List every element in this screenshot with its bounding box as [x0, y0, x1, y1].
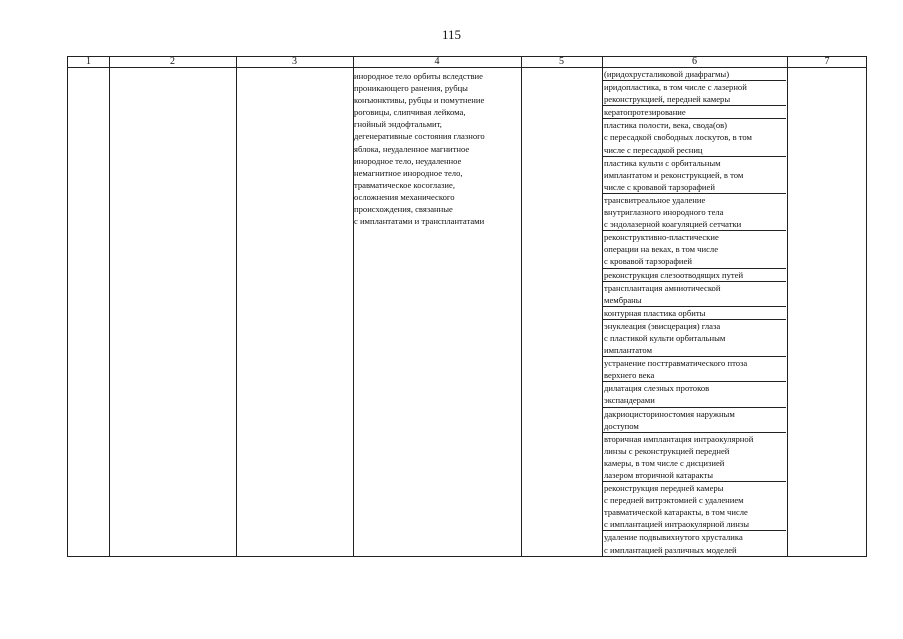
procedure-item: устранение посттравматического птоза верхнего века	[603, 357, 786, 382]
procedure-item: дилатация слезных протоков экспандерами	[603, 382, 786, 407]
procedure-item: энуклеация (эвисцерация) глаза с пластикой культи орбитальным имплантатом	[603, 320, 786, 357]
header-col-5: 5	[559, 56, 564, 67]
page-number: 115	[441, 27, 462, 42]
procedure-item: (иридохрусталиковой диафрагмы)	[603, 68, 786, 81]
header-col-6: 6	[692, 56, 697, 67]
column-divider	[109, 57, 110, 556]
diagnosis-cell: инородное тело орбиты вследствие проникающего ранения, рубцы конъюнктивы, рубцы и помутнение роговицы, слипчивая лейкома, гнойный эндофтальмит, дегенеративные состояния глазного яблока, неудаленное магнитное инородное тело, неудаленное немагнитное инородное тело, травматическое косоглазие, осложнения механического происхождения, связанные с имплантатами и трансплантатами	[354, 71, 485, 227]
procedure-item: реконструктивно-пластические операции на веках, в том числе с кровавой тарзорафией	[603, 231, 786, 268]
header-col-7: 7	[824, 56, 830, 67]
header-col-3: 3	[292, 56, 297, 67]
procedure-item: иридопластика, в том числе с лазерной реконструкцией, передней камеры	[603, 81, 786, 106]
procedure-item: пластика полости, века, свода(ов) с пересадкой свободных лоскутов, в том числе с пересадкой ресниц	[603, 119, 786, 156]
column-divider	[521, 57, 522, 556]
procedure-item: реконструкция слезоотводящих путей	[603, 269, 786, 282]
procedure-item: контурная пластика орбиты	[603, 307, 786, 320]
header-col-2: 2	[170, 56, 175, 67]
header-col-1: 1	[86, 56, 91, 67]
procedure-item: кератопротезирование	[603, 106, 786, 119]
column-divider	[787, 57, 788, 556]
procedure-item: трансплантация амниотической мембраны	[603, 282, 786, 307]
procedure-item: вторичная имплантация интраокулярной линзы с реконструкцией передней камеры, в том числе с дисцизией лазером вторичной катаракты	[603, 433, 786, 482]
procedure-item: удаление подвывихнутого хрусталика с имплантацией различных моделей	[604, 532, 743, 555]
procedure-item: реконструкция передней камеры с передней витрэктомией с удалением травматической катаракты, в том числе с имплантацией интраокулярной линзы	[603, 482, 786, 531]
procedures-cell	[603, 68, 786, 556]
header-col-4: 4	[434, 56, 440, 67]
column-divider	[236, 57, 237, 556]
procedure-item: дакриоцисториностомия наружным доступом	[603, 408, 786, 433]
procedure-item: пластика культи с орбитальным имплантатом и реконструкцией, в том числе с кровавой тарзорафией	[603, 157, 786, 194]
medical-procedures-table	[67, 56, 867, 557]
table-header-row	[68, 57, 866, 68]
procedure-item: трансвитреальное удаление внутриглазного инородного тела с эндолазерной коагуляцией сетчатки	[603, 194, 786, 231]
